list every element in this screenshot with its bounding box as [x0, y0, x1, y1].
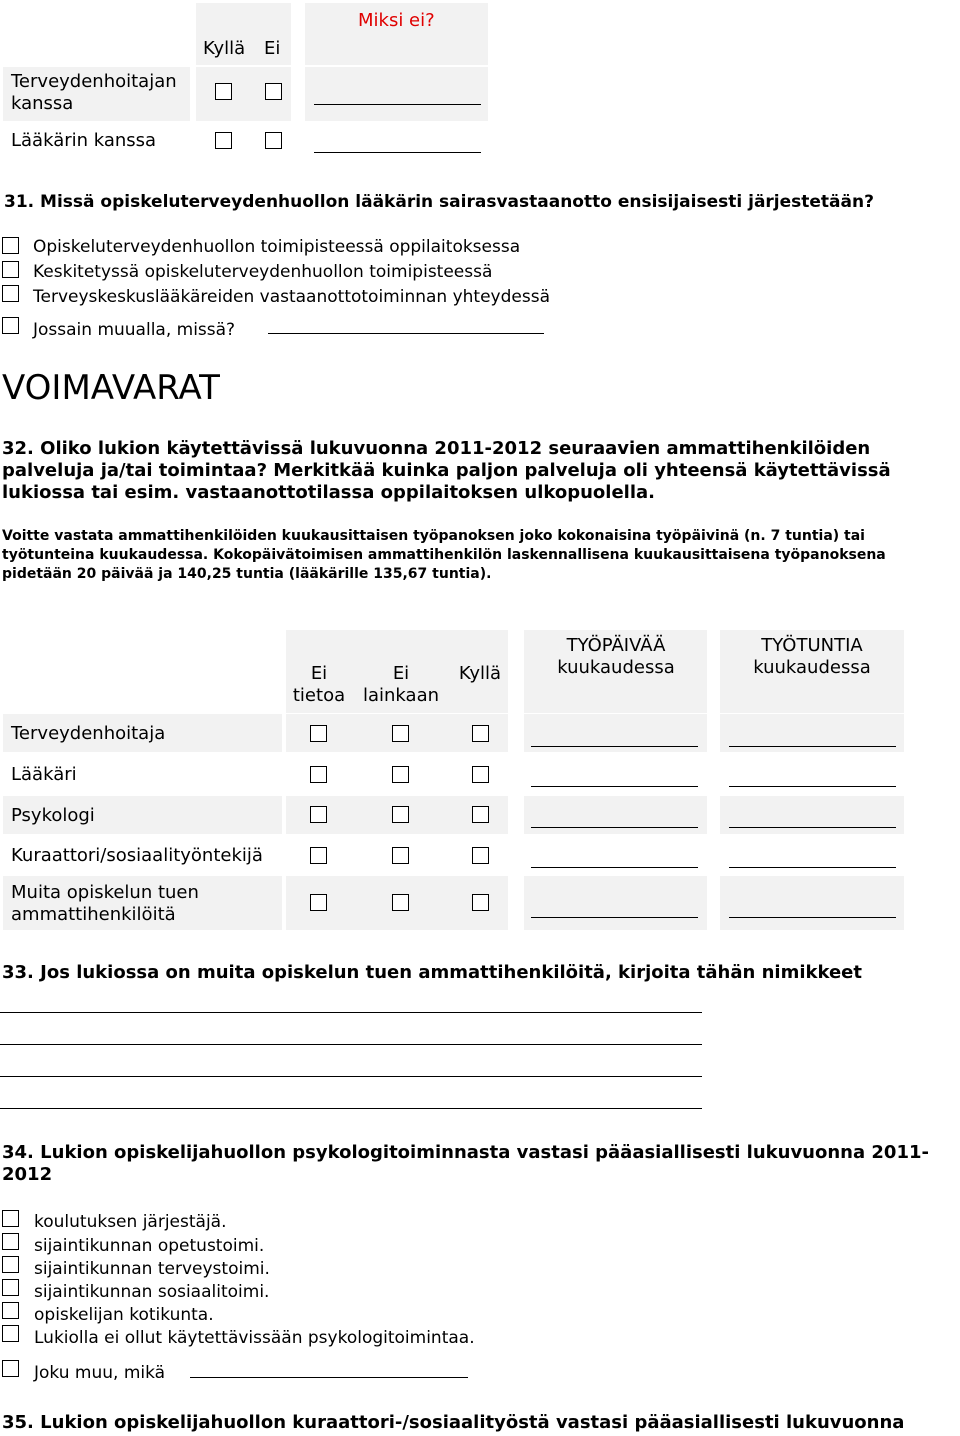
text-field-q33-line-3[interactable] [0, 1076, 702, 1077]
text-field-doctor-why[interactable] [314, 152, 481, 153]
q34-option-6-label: Lukiolla ei ollut käytettävissään psykologitoimintaa. [34, 1328, 475, 1348]
checkbox-q34-option-1[interactable] [2, 1210, 19, 1227]
question-32-title: 32. Oliko lukion käytettävissä lukuvuonna 2011-2012 seuraavien ammattihenkilöiden palveluja ja/tai toimintaa? Merkitkää kuinka paljon palveluja oli yhteensä käytettävissä lukiossa tai esim. vastaanottotilassa oppilaitoksen ulkopuolella. [2, 438, 891, 503]
checkbox-muita-yes[interactable] [472, 894, 489, 911]
checkbox-q34-option-3[interactable] [2, 1256, 19, 1273]
checkbox-terveydenhoitaja-not-at-all[interactable] [392, 725, 409, 742]
col-header-no: Ei [264, 38, 281, 59]
question-34-title: 34. Lukion opiskelijahuollon psykologitoiminnasta vastasi pääasiallisesti lukuvuonna 2011-2012 [2, 1142, 929, 1185]
question-35-title: 35. Lukion opiskelijahuollon kuraattori-/sosiaalityöstä vastasi pääasiallisesti lukuvuonna [2, 1412, 905, 1433]
col-header-hours: TYÖTUNTIA kuukaudessa [753, 635, 871, 678]
checkbox-nurse-yes[interactable] [215, 83, 232, 100]
checkbox-q31-option-3[interactable] [2, 285, 19, 302]
text-field-q34-other[interactable] [190, 1377, 468, 1378]
checkbox-laakari-no-info[interactable] [310, 766, 327, 783]
checkbox-laakari-yes[interactable] [472, 766, 489, 783]
text-field-q33-line-1[interactable] [0, 1012, 702, 1013]
col-header-not-at-all: Ei lainkaan [362, 663, 440, 706]
col-header-yes: Kyllä [203, 38, 246, 59]
q31-option-3-label: Terveyskeskuslääkäreiden vastaanottotoiminnan yhteydessä [33, 287, 550, 307]
checkbox-psykologi-yes[interactable] [472, 806, 489, 823]
text-field-terveydenhoitaja-days[interactable] [531, 746, 698, 747]
checkbox-q31-option-2[interactable] [2, 261, 19, 278]
question-32-note: Voitte vastata ammattihenkilöiden kuukausittaisen työpanoksen joko kokonaisina työpäivinä (n. 7 tuntia) tai työtunteina kuukaudessa. Kokopäivätoimisen ammattihenkilön laskennallisena kuukausittaisena työpanoksena pidetään 20 päivää ja 140,25 tuntia (lääkärille 135,67 tuntia). [2, 528, 886, 582]
checkbox-q34-option-4[interactable] [2, 1279, 19, 1296]
q34-option-7-label: Joku muu, mikä [34, 1363, 166, 1383]
checkbox-q34-option-5[interactable] [2, 1302, 19, 1319]
row-label-psykologi: Psykologi [11, 805, 95, 826]
row-label-kuraattori: Kuraattori/sosiaalityöntekijä [11, 845, 263, 866]
section-heading: VOIMAVARAT [2, 368, 220, 408]
checkbox-kuraattori-not-at-all[interactable] [392, 847, 409, 864]
checkbox-muita-no-info[interactable] [310, 894, 327, 911]
col-header-no-info: Ei tietoa [292, 663, 346, 706]
q34-option-1-label: koulutuksen järjestäjä. [34, 1212, 227, 1232]
text-field-laakari-days[interactable] [531, 786, 698, 787]
text-field-kuraattori-hours[interactable] [729, 867, 896, 868]
q34-option-2-label: sijaintikunnan opetustoimi. [34, 1236, 265, 1256]
row-label-terveydenhoitaja: Terveydenhoitaja [11, 723, 166, 744]
q34-option-3-label: sijaintikunnan terveystoimi. [34, 1259, 270, 1279]
checkbox-psykologi-no-info[interactable] [310, 806, 327, 823]
checkbox-psykologi-not-at-all[interactable] [392, 806, 409, 823]
checkbox-doctor-no[interactable] [265, 132, 282, 149]
checkbox-nurse-no[interactable] [265, 83, 282, 100]
checkbox-q34-option-7[interactable] [2, 1360, 19, 1377]
text-field-psykologi-days[interactable] [531, 827, 698, 828]
q31-option-1-label: Opiskeluterveydenhuollon toimipisteessä oppilaitoksessa [33, 237, 521, 257]
checkbox-muita-not-at-all[interactable] [392, 894, 409, 911]
question-33-title: 33. Jos lukiossa on muita opiskelun tuen ammattihenkilöitä, kirjoita tähän nimikkeet [2, 962, 862, 983]
text-field-psykologi-hours[interactable] [729, 827, 896, 828]
checkbox-q31-option-4[interactable] [2, 317, 19, 334]
text-field-kuraattori-days[interactable] [531, 867, 698, 868]
checkbox-terveydenhoitaja-no-info[interactable] [310, 725, 327, 742]
q31-option-4-label: Jossain muualla, missä? [33, 320, 236, 340]
col-header-why: Miksi ei? [358, 10, 435, 31]
checkbox-laakari-not-at-all[interactable] [392, 766, 409, 783]
text-field-terveydenhoitaja-hours[interactable] [729, 746, 896, 747]
q34-option-5-label: opiskelijan kotikunta. [34, 1305, 214, 1325]
text-field-q31-other[interactable] [268, 333, 544, 334]
col-header-yes-q32: Kyllä [458, 663, 502, 684]
text-field-muita-hours[interactable] [729, 917, 896, 918]
checkbox-q31-option-1[interactable] [2, 237, 19, 254]
checkbox-q34-option-6[interactable] [2, 1325, 19, 1342]
checkbox-doctor-yes[interactable] [215, 132, 232, 149]
row-label-muita: Muita opiskelun tuen ammattihenkilöitä [11, 882, 199, 925]
col-header-days: TYÖPÄIVÄÄ kuukaudessa [557, 635, 675, 678]
q34-option-4-label: sijaintikunnan sosiaalitoimi. [34, 1282, 270, 1302]
text-field-laakari-hours[interactable] [729, 786, 896, 787]
text-field-q33-line-2[interactable] [0, 1044, 702, 1045]
checkbox-terveydenhoitaja-yes[interactable] [472, 725, 489, 742]
text-field-q33-line-4[interactable] [0, 1108, 702, 1109]
text-field-muita-days[interactable] [531, 917, 698, 918]
q31-option-2-label: Keskitetyssä opiskeluterveydenhuollon toimipisteessä [33, 262, 493, 282]
row-label-nurse: Terveydenhoitajan kanssa [11, 71, 177, 114]
checkbox-kuraattori-yes[interactable] [472, 847, 489, 864]
checkbox-q34-option-2[interactable] [2, 1233, 19, 1250]
question-31-title: 31. Missä opiskeluterveydenhuollon lääkärin sairasvastaanotto ensisijaisesti järjestetään? [4, 192, 874, 212]
checkbox-kuraattori-no-info[interactable] [310, 847, 327, 864]
text-field-nurse-why[interactable] [314, 104, 481, 105]
row-label-doctor: Lääkärin kanssa [11, 130, 157, 151]
row-label-laakari: Lääkäri [11, 764, 77, 785]
